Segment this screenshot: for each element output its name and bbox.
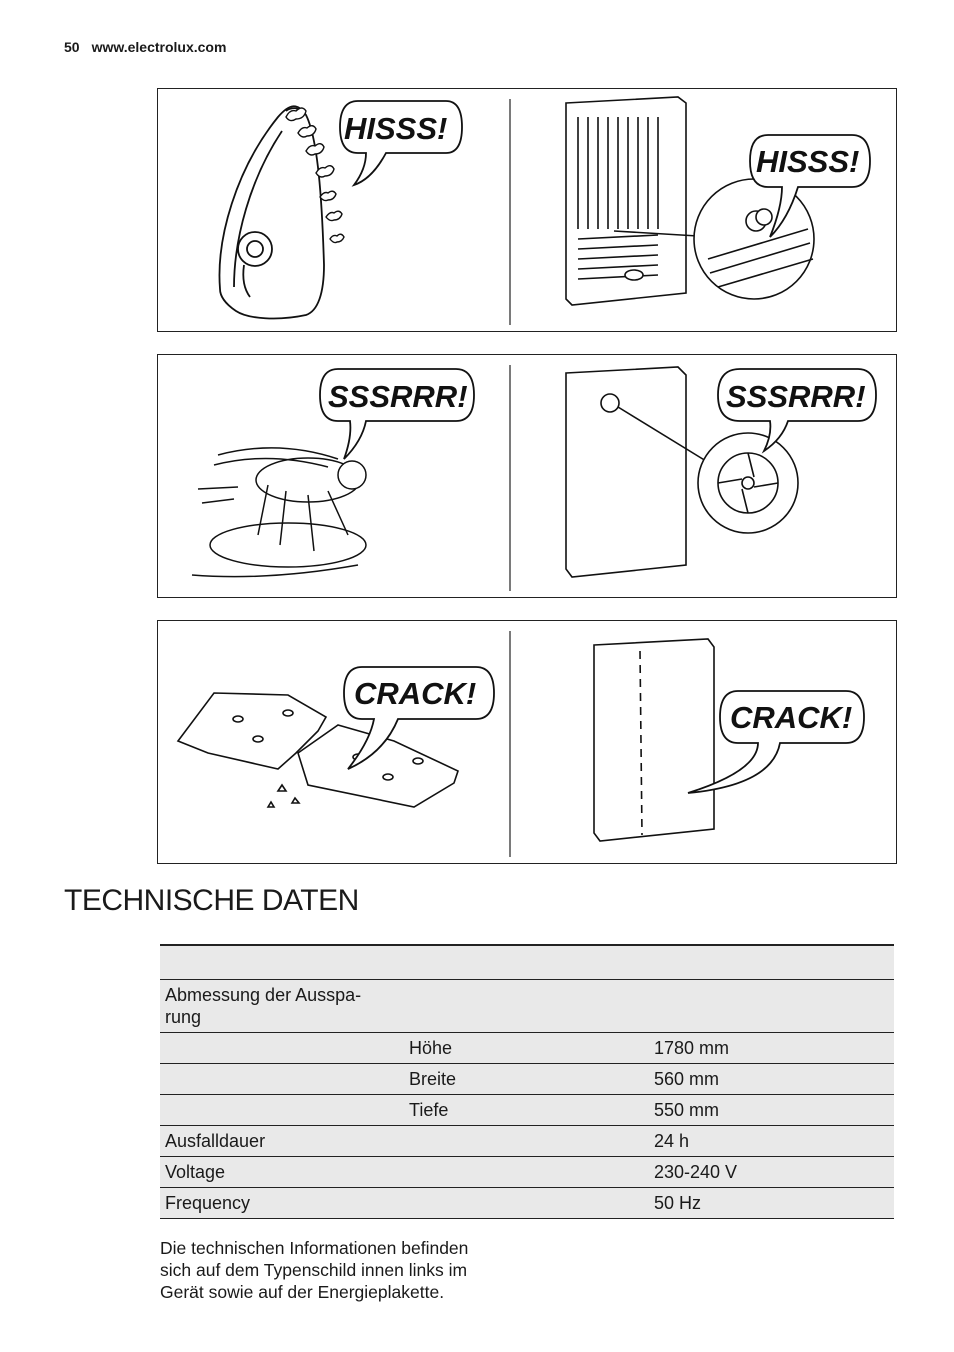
frequency-label: Frequency bbox=[160, 1188, 404, 1219]
freezer-icon bbox=[566, 367, 706, 577]
fan-detail-icon bbox=[698, 433, 798, 533]
rating-plate-note: Die technischen Informationen befinden sich auf dem Typenschild innen links im Gerät sowie auf der Energieplakette. bbox=[160, 1238, 469, 1302]
fly-icon bbox=[192, 448, 366, 577]
page-header bbox=[64, 39, 226, 55]
height-value: 1780 mm bbox=[649, 1033, 894, 1064]
voltage-value: 230-240 V bbox=[649, 1157, 894, 1188]
depth-label: Tiefe bbox=[404, 1095, 649, 1126]
hiss-illustration bbox=[158, 89, 898, 333]
sound-label: SSSRRR! bbox=[328, 379, 468, 414]
height-label: Höhe bbox=[404, 1033, 649, 1064]
recess-label-line2: rung bbox=[165, 1007, 202, 1027]
frequency-value: 50 Hz bbox=[649, 1188, 894, 1219]
recess-label-line1: Abmessung der Ausspa- bbox=[165, 985, 362, 1005]
iron-icon bbox=[219, 106, 324, 318]
outage-value: 24 h bbox=[649, 1126, 894, 1157]
voltage-label: Voltage bbox=[160, 1157, 404, 1188]
speech-bubble-buzz-left bbox=[320, 369, 474, 459]
illustration-panel-crack bbox=[157, 620, 897, 864]
table-row bbox=[160, 1157, 894, 1188]
table-row bbox=[160, 1095, 894, 1126]
depth-value: 550 mm bbox=[649, 1095, 894, 1126]
illustration-panel-hiss bbox=[157, 88, 897, 332]
website-url: www.electrolux.com bbox=[91, 39, 227, 55]
buzz-illustration bbox=[158, 355, 898, 599]
sound-label: SSSRRR! bbox=[726, 379, 866, 414]
technical-data-table bbox=[160, 944, 894, 1219]
fridge-cabinet-icon bbox=[594, 639, 714, 841]
table-header-row bbox=[160, 945, 894, 980]
width-label: Breite bbox=[404, 1064, 649, 1095]
table-row bbox=[160, 1033, 894, 1064]
illustration-panel-buzz bbox=[157, 354, 897, 598]
page-number: 50 bbox=[64, 39, 80, 55]
sound-label: HISSS! bbox=[756, 144, 860, 179]
width-value: 560 mm bbox=[649, 1064, 894, 1095]
speech-bubble-hiss-left bbox=[340, 101, 462, 185]
recess-label bbox=[160, 980, 404, 1033]
crack-illustration bbox=[158, 621, 898, 865]
condenser-detail-icon bbox=[694, 179, 814, 299]
table-row bbox=[160, 980, 894, 1033]
sound-label: CRACK! bbox=[354, 676, 477, 711]
sound-label: HISSS! bbox=[344, 111, 448, 146]
table-row bbox=[160, 1126, 894, 1157]
sound-label: CRACK! bbox=[730, 700, 853, 735]
table-row bbox=[160, 1064, 894, 1095]
section-title: TECHNISCHE DATEN bbox=[64, 884, 359, 917]
outage-label: Ausfalldauer bbox=[160, 1126, 404, 1157]
table-row bbox=[160, 1188, 894, 1219]
